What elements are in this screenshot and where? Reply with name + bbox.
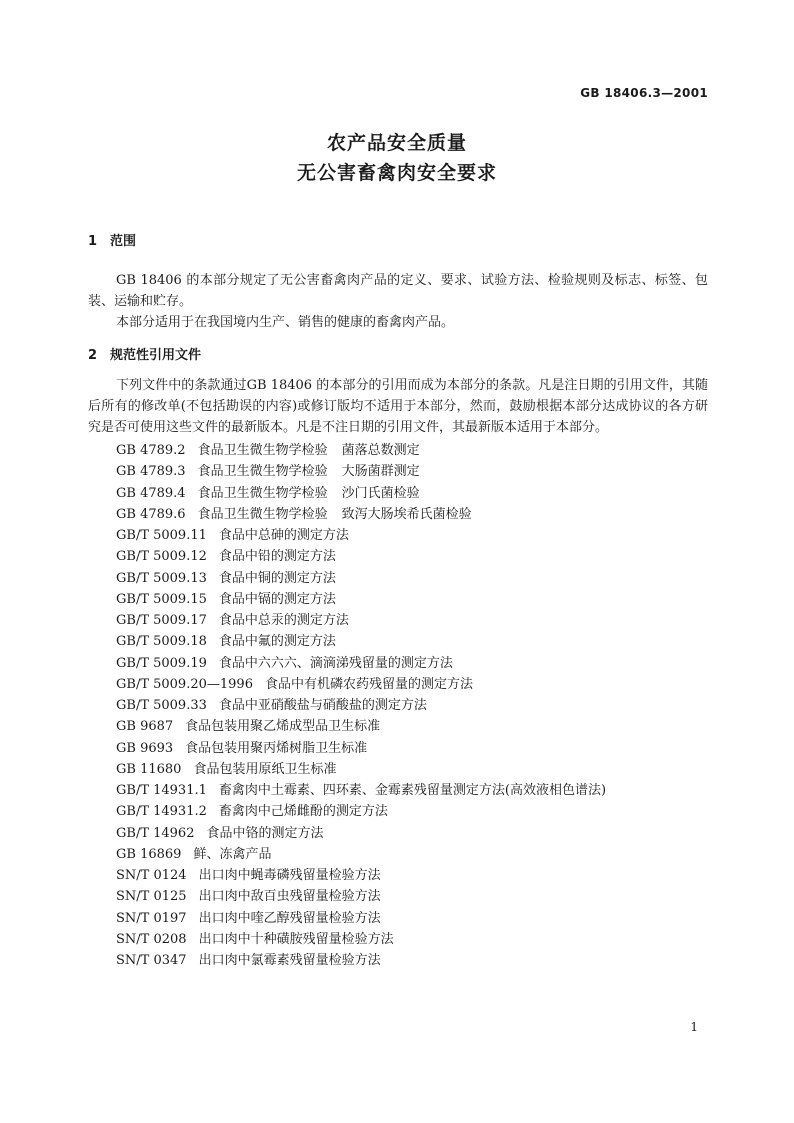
reference-item — [116, 674, 606, 695]
reference-item — [116, 738, 606, 759]
reference-title: 食品卫生微生物学检验 — [197, 485, 328, 501]
document-title-line1: 农产品安全质量 — [326, 132, 467, 154]
section-2-heading — [88, 344, 201, 363]
reference-item — [116, 525, 606, 546]
reference-title: 出口肉中蝇毒磷残留量检验方法 — [198, 868, 381, 883]
reference-title: 食品中铬的测定方法 — [206, 825, 324, 841]
reference-title: 出口肉中敌百虫残留量检验方法 — [198, 889, 381, 905]
reference-item — [116, 483, 606, 504]
reference-code: GB 4789.2 — [116, 443, 186, 458]
section-1-heading — [88, 230, 136, 249]
reference-title: 畜禽肉中土霉素、四环素、金霉素残留量测定方法(高效液相色谱法) — [218, 783, 607, 798]
reference-item — [116, 886, 606, 907]
reference-item — [116, 631, 606, 652]
section-1-paragraph-1: GB 18406 的本部分规定了无公害畜禽肉产品的定义、要求、试验方法、检验规则及标志、标签、包装、运输和贮存。 — [88, 273, 708, 309]
section-2-paragraph-1: 下列文件中的条款通过GB 18406 的本部分的引用而成为本部分的条款。凡是注日期的引用文件，其随后所有的修改单(不包括勘误的内容)或修订版均不适用于本部分，然而，鼓励根据本部分达成协议的各方研究是否可使用这些文件的最新版本。凡是不注日期的引用文件，其最新版本适用于本部分。 — [88, 378, 708, 435]
reference-code: GB/T 5009.18 — [116, 634, 207, 650]
section-1-number: 1 — [88, 234, 98, 249]
reference-code: GB 9693 — [116, 740, 174, 756]
reference-title: 食品中有机磷农药残留量的测定方法 — [264, 676, 473, 692]
section-2-number: 2 — [88, 348, 98, 363]
reference-item — [116, 823, 606, 844]
reference-title: 出口肉中喹乙醇残留量检验方法 — [198, 910, 381, 926]
reference-item — [116, 461, 606, 482]
reference-item — [116, 844, 606, 865]
reference-title: 出口肉中十种磺胺残留量检验方法 — [198, 931, 394, 947]
reference-code: GB 4789.4 — [116, 485, 186, 501]
reference-item — [116, 929, 606, 950]
section-2-title: 规范性引用文件 — [110, 348, 202, 363]
reference-title: 畜禽肉中己烯雌酚的测定方法 — [218, 804, 388, 820]
reference-code: GB/T 5009.20—1996 — [116, 676, 253, 692]
page-number: 1 — [690, 1020, 698, 1034]
reference-list — [116, 440, 606, 971]
reference-title: 食品中氟的测定方法 — [218, 634, 336, 650]
reference-item — [116, 504, 606, 525]
reference-code: GB/T 5009.11 — [116, 528, 207, 543]
reference-item — [116, 610, 606, 631]
reference-code: GB 11680 — [116, 761, 182, 777]
reference-code: GB/T 5009.19 — [116, 655, 207, 671]
reference-item — [116, 950, 606, 971]
reference-subtitle: 致泻大肠埃希氏菌检验 — [341, 506, 472, 522]
reference-code: GB/T 14931.1 — [116, 783, 207, 798]
reference-code: GB/T 5009.12 — [116, 549, 207, 565]
reference-item — [116, 568, 606, 589]
reference-code: GB/T 5009.33 — [116, 698, 207, 713]
reference-item — [116, 759, 606, 780]
reference-code: GB/T 5009.15 — [116, 591, 207, 607]
reference-title: 食品中亚硝酸盐与硝酸盐的测定方法 — [218, 698, 427, 713]
reference-title: 食品包装用聚乙烯成型品卫生标准 — [185, 719, 381, 735]
reference-item — [116, 865, 606, 886]
reference-code: GB/T 5009.13 — [116, 570, 207, 586]
reference-title: 食品卫生微生物学检验 — [197, 443, 328, 458]
section-1-paragraph-2: 本部分适用于在我国境内生产、销售的健康的畜禽肉产品。 — [116, 315, 455, 330]
reference-title: 食品卫生微生物学检验 — [197, 506, 328, 522]
standard-code: GB 18406.3—2001 — [580, 86, 708, 100]
reference-item — [116, 695, 606, 716]
reference-code: SN/T 0347 — [116, 953, 187, 968]
reference-code: GB/T 5009.17 — [116, 613, 207, 628]
section-1-title: 范围 — [110, 234, 137, 249]
reference-title: 食品中总砷的测定方法 — [218, 528, 349, 543]
reference-item — [116, 589, 606, 610]
document-title-line2: 无公害畜禽肉安全要求 — [296, 162, 497, 184]
reference-item — [116, 546, 606, 567]
reference-code: GB 4789.3 — [116, 464, 186, 480]
reference-title: 鲜、冻禽产品 — [193, 846, 272, 862]
reference-title: 食品中铅的测定方法 — [218, 549, 336, 565]
reference-title: 食品中总汞的测定方法 — [218, 613, 349, 628]
reference-title: 食品卫生微生物学检验 — [197, 464, 328, 480]
reference-subtitle: 大肠菌群测定 — [341, 464, 420, 480]
reference-title: 食品中铜的测定方法 — [218, 570, 336, 586]
reference-title: 食品包装用聚丙烯树脂卫生标准 — [185, 740, 368, 756]
reference-subtitle: 菌落总数测定 — [341, 443, 420, 458]
reference-code: GB 4789.6 — [116, 506, 186, 522]
reference-item — [116, 908, 606, 929]
reference-title: 出口肉中氯霉素残留量检验方法 — [198, 953, 381, 968]
reference-subtitle: 沙门氏菌检验 — [341, 485, 420, 501]
reference-code: SN/T 0124 — [116, 868, 187, 883]
reference-title: 食品包装用原纸卫生标准 — [193, 761, 337, 777]
reference-code: GB/T 14962 — [116, 825, 195, 841]
reference-code: GB/T 14931.2 — [116, 804, 207, 820]
reference-code: SN/T 0208 — [116, 931, 187, 947]
reference-item — [116, 780, 606, 801]
reference-code: GB 16869 — [116, 846, 182, 862]
reference-item — [116, 716, 606, 737]
reference-title: 食品中六六六、滴滴涕残留量的测定方法 — [218, 655, 453, 671]
reference-code: SN/T 0197 — [116, 910, 187, 926]
reference-item — [116, 801, 606, 822]
reference-code: SN/T 0125 — [116, 889, 187, 905]
reference-item — [116, 440, 606, 461]
reference-title: 食品中镉的测定方法 — [218, 591, 336, 607]
reference-code: GB 9687 — [116, 719, 174, 735]
reference-item — [116, 653, 606, 674]
